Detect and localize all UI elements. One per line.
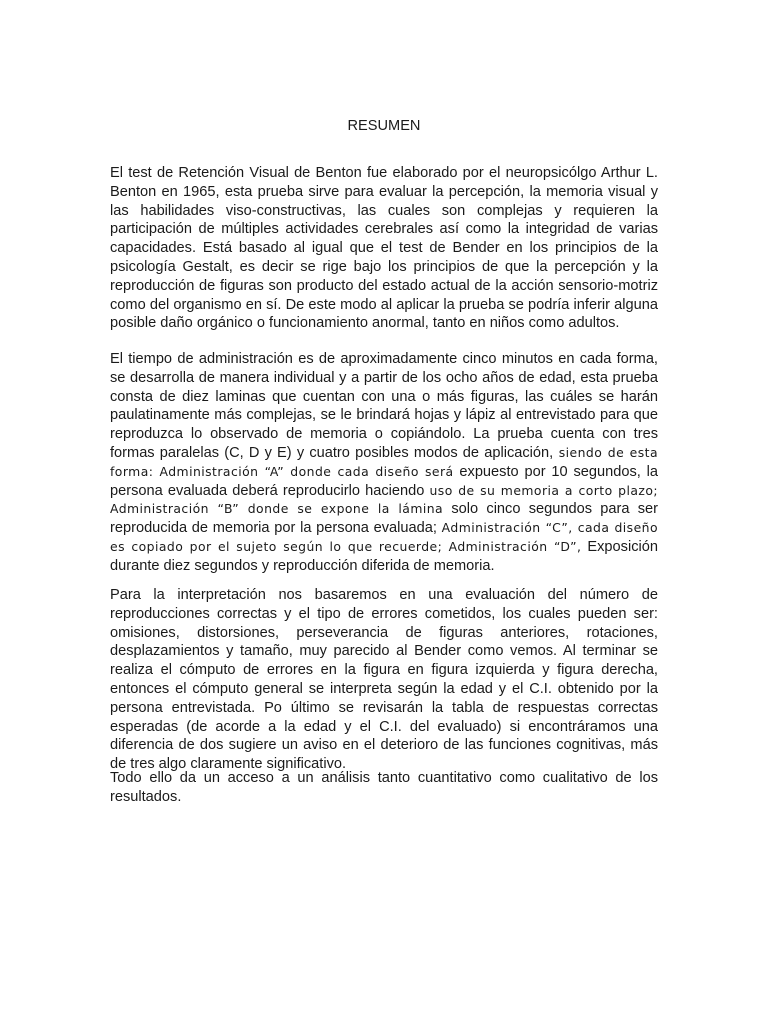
administration-mode-a-continued-text: expuesto por 10 segundos, la persona evaluada deberá reproducirlo haciendo bbox=[110, 463, 658, 499]
paragraph-conclusion: Todo ello da un acceso a un análisis tanto cuantitativo como cualitativo de los resultados. bbox=[110, 770, 658, 805]
administration-mode-b-continued-text: solo cinco segundos para ser reproducida de memoria por la persona evaluada; bbox=[110, 501, 659, 537]
paragraph-administration-text: El tiempo de administración es de aproximadamente cinco minutos en cada forma, se desarrolla de manera individual y a partir de los ocho años de edad, esta prueba consta de diez laminas que cuentan con una o más figuras, las cuáles se harán paulatinamente más complejas, se le brindará hojas y lápiz al entrevistado para que reproduzca lo observado de memoria o copiándolo. La prueba cuenta con tres formas paralelas (C, D y E) y cuatro posibles modos de aplicación, bbox=[110, 351, 658, 461]
paragraph-administration bbox=[110, 350, 658, 576]
paragraph-introduction: El test de Retención Visual de Benton fue elaborado por el neuropsicólgo Arthur L. Benton en 1965, esta prueba sirve para evaluar la percepción, la memoria visual y las habilidades viso-constructivas, las cuales son complejas y requieren la participación de múltiples actividades cerebrales así como la integridad de varias capacidades. Está basado al igual que el test de Bender en los principios de la psicología Gestalt, es decir se rige bajo los principios de que la percepción y la reproducción de figuras son producto del estado actual de la acción sensorio-motriz como del organismo en sí. De este modo al aplicar la prueba se podría inferir alguna posible daño orgánico o funcionamiento anormal, tanto en niños como adultos. bbox=[110, 165, 658, 332]
administration-mode-b-text: uso de su memoria a corto plazo; Administración “B” donde se expone la lámina bbox=[110, 482, 658, 517]
administration-mode-a-text: siendo de esta forma: Administración “A” donde cada diseño será bbox=[110, 444, 658, 479]
administration-mode-d-continued-text: Exposición durante diez segundos y reproducción diferida de memoria. bbox=[110, 538, 658, 574]
document-title: RESUMEN bbox=[347, 118, 421, 134]
paragraph-interpretation: Para la interpretación nos basaremos en una evaluación del número de reproducciones correctas y el tipo de errores cometidos, los cuales pueden ser: omisiones, distorsiones, perseverancia de figuras anteriores, rotaciones, desplazamientos y tamaño, muy parecido al Bender como vemos. Al terminar se realiza el cómputo de errores en la figura en figura izquierda y figura derecha, entonces el cómputo general se interpreta según la edad y el C.I. obtenido por la persona entrevistada. Po último se revisarán la tabla de respuestas correctas esperadas (de acorde a la edad y el C.I. del evaluado) si encontráramos una diferencia de dos sugiere un aviso en el deterioro de las funciones cognitivas, más de tres algo claramente significativo. bbox=[110, 587, 658, 773]
administration-mode-c-d-text: Administración “C”, cada diseño es copiado por el sujeto según lo que recuerde; Administración “D”, bbox=[110, 520, 658, 554]
